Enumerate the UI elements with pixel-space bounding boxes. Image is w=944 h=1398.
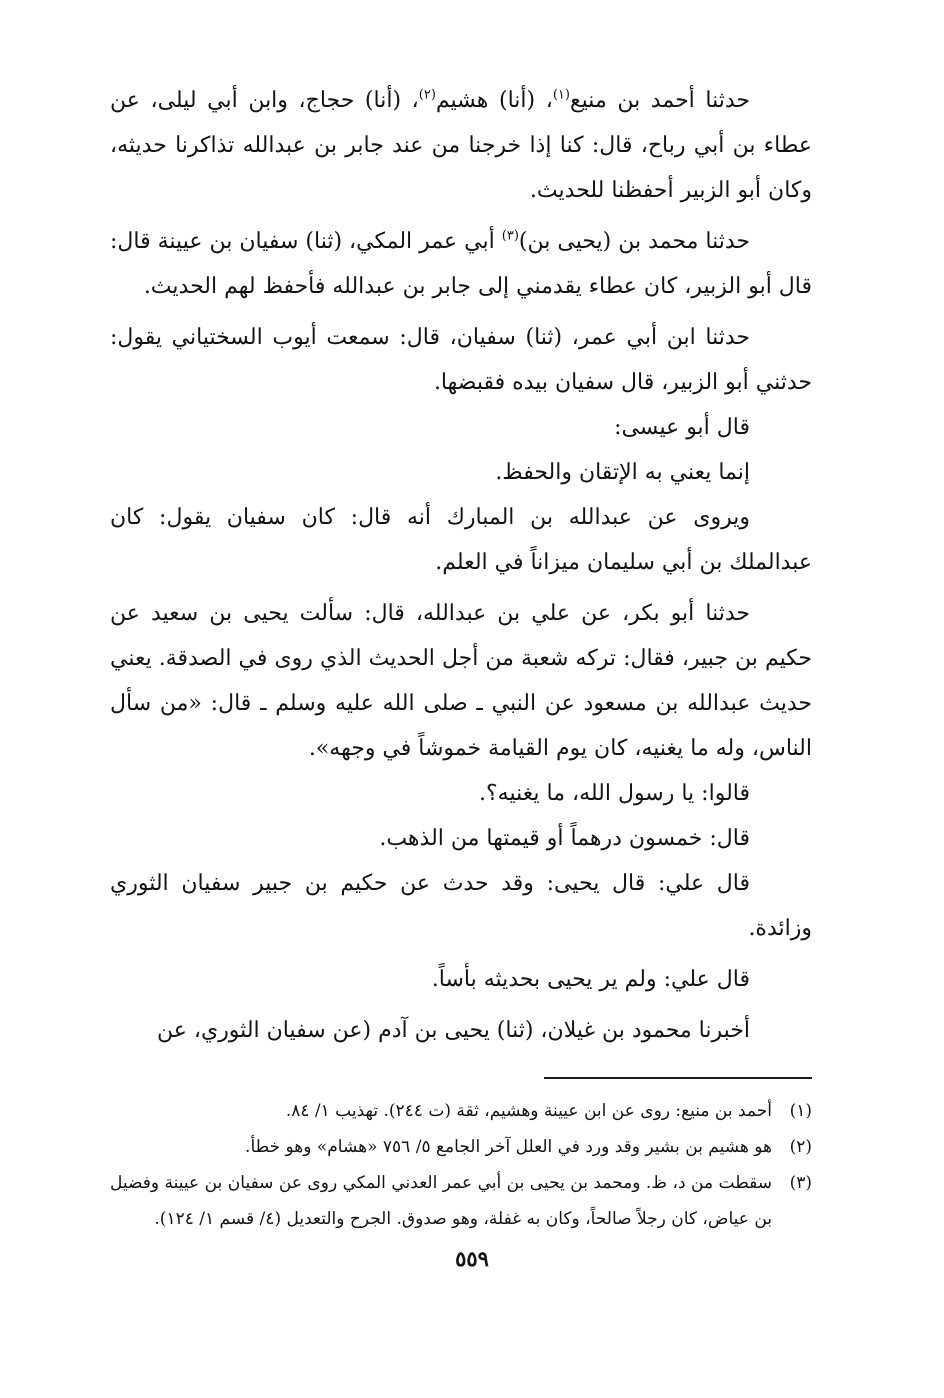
paragraph: حدثنا أحمد بن منيع$^{(١)}$، (أنا) هشيم$^{(٢)}$، (أنا) حجاج، وابن أبي ليلى، عن عطاء بن أبي رباح، قال: كنا إذا خرجنا من عند جابر بن عبدالله تذاكرنا حديثه، وكان أبو الزبير أحفظنا للحديث. [110, 87, 812, 203]
paragraph: ويروى عن عبدالله بن المبارك أنه قال: كان سفيان يقول: كان عبدالملك بن أبي سليمان ميزاناً في العلم. [110, 505, 812, 575]
footnote-text: هو هشيم بن بشير وقد ورد في العلل آخر الجامع ٥/ ٧٥٦ «هشام» وهو خطأ. [245, 1137, 772, 1157]
paragraph: قالوا: يا رسول الله، ما يغنيه؟. [479, 781, 750, 806]
footnote [110, 1129, 812, 1165]
footnote-number: (٢) [789, 1137, 812, 1157]
paragraph: حدثنا ابن أبي عمر، (ثنا) سفيان، قال: سمعت أيوب السختياني يقول: حدثني أبو الزبير، قال سفيان بيده فقبضها. [110, 325, 812, 395]
paragraph: حدثنا محمد بن (يحيى بن)$^{(٣)}$ أبي عمر المكي، (ثنا) سفيان بن عيينة قال: قال أبو الزبير، كان عطاء يقدمني إلى جابر بن عبدالله فأحفظ لهم الحديث. [110, 228, 812, 299]
paragraph: حدثنا أبو بكر، عن علي بن عبدالله، قال: سألت يحيى بن سعيد عن حكيم بن جبير، فقال: تركه شعبة من أجل الحديث الذي روى في الصدقة. يعني حديث عبدالله بن مسعود عن النبي ـ صلى الله عليه وسلم ـ قال: «من سأل الناس، وله ما يغنيه، كان يوم القيامة خموشاً في وجهه». [110, 601, 812, 761]
footnote-ref[interactable]: (١) [552, 87, 570, 103]
footnote-ref[interactable]: (٢) [418, 87, 436, 103]
page-number: ٥٥٩ [455, 1246, 489, 1271]
paragraph: إنما يعني به الإتقان والحفظ. [495, 460, 750, 485]
paragraph: أخبرنا محمود بن غيلان، (ثنا) يحيى بن آدم (عن سفيان الثوري، عن [157, 1018, 750, 1043]
footnote [110, 1165, 812, 1237]
paragraph: قال علي: ولم ير يحيى بحديثه بأساً. [431, 967, 750, 992]
footnote-number: (٣) [789, 1173, 812, 1193]
footnote-text: أحمد بن منيع: روى عن ابن عيينة وهشيم، ثقة (ت ٢٤٤). تهذيب ١/ ٨٤. [285, 1101, 772, 1121]
footnote-separator [544, 1077, 812, 1079]
footnotes [110, 1093, 812, 1237]
paragraph: قال: خمسون درهماً أو قيمتها من الذهب. [379, 826, 750, 851]
main-text [110, 78, 812, 1053]
paragraph: قال علي: قال يحيى: وقد حدث عن حكيم بن جبير سفيان الثوري وزائدة. [110, 871, 812, 941]
footnote [110, 1093, 812, 1129]
paragraph: قال أبو عيسى: [614, 415, 750, 440]
footnote-ref[interactable]: (٣) [501, 228, 519, 244]
footnote-text: سقطت من د، ظ. ومحمد بن يحيى بن أبي عمر العدني المكي روى عن سفيان بن عيينة وفضيل بن عياض، كان رجلاً صالحاً، وكان به غفلة، وهو صدوق. الجرح والتعديل (٤/ قسم ١/ ١٢٤). [110, 1173, 772, 1229]
footnote-number: (١) [789, 1101, 812, 1121]
